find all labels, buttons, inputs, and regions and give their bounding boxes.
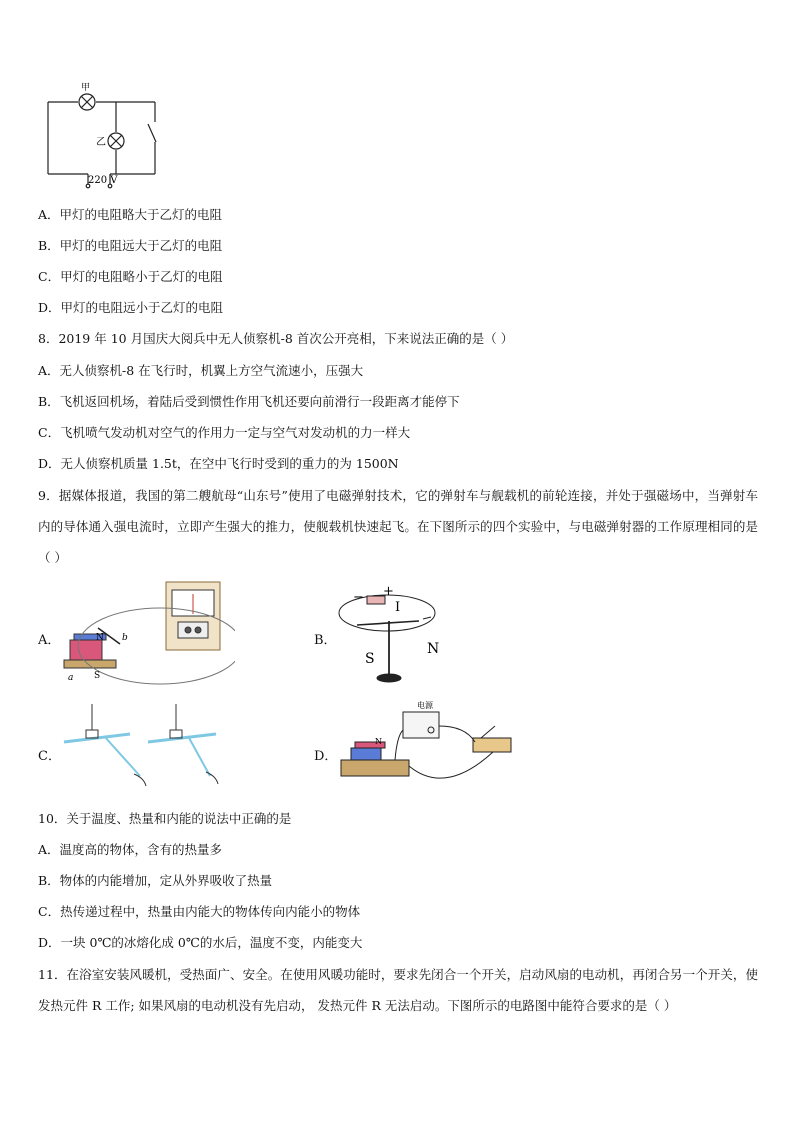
- fig-a-b: b: [122, 633, 128, 643]
- fig-b-minus: −: [353, 590, 364, 605]
- q9-figure-b: [335, 583, 455, 687]
- fig-a-south: S: [94, 671, 101, 681]
- q9-label-b: B．: [314, 633, 337, 648]
- q9-figure-a: [60, 578, 235, 688]
- q10-option-c: C．热传递过程中，热量由内能大的物体传向内能小的物体: [38, 904, 361, 919]
- q10-option-a: A．温度高的物体，含有的热量多: [38, 842, 223, 857]
- fig-b-current: I: [395, 600, 401, 615]
- q9-label-d: D．: [314, 749, 338, 764]
- q8-option-a: A．无人侦察机-8 在飞行时，机翼上方空气流速小，压强大: [38, 363, 364, 378]
- q10-option-b: B．物体的内能增加，定从外界吸收了热量: [38, 873, 273, 888]
- fig-b-north: N: [427, 641, 440, 657]
- q9-label-c: C．: [38, 749, 61, 764]
- lamp-jia-label: 甲: [81, 83, 91, 93]
- fig-d-power: 电源: [417, 701, 433, 710]
- fig-d-north: N: [375, 737, 382, 746]
- fig-b-plus: +: [383, 584, 394, 599]
- q11-stem: 11．在浴室安装风暖机，受热面广、安全。在使用风暖功能时，要求先闭合一个开关，启动风扇的电动机，再闭合另一个开关，使发热元件 R 工作; 如果风扇的电动机没有先启动， 发热元件 R 无法启动。下图所示的电路图中能符合要求的是（ ）: [38, 967, 758, 1013]
- q10-stem: 10．关于温度、热量和内能的说法中正确的是: [38, 811, 292, 826]
- fig-a-north: N: [96, 633, 104, 643]
- q8-option-b: B．飞机返回机场，着陆后受到惯性作用飞机还要向前滑行一段距离才能停下: [38, 394, 460, 409]
- q7-option-c: C．甲灯的电阻略小于乙灯的电阻: [38, 269, 223, 284]
- q8-option-d: D．无人侦察机质量 1.5t，在空中飞行时受到的重力的为 1500N: [38, 456, 399, 471]
- voltage-label: 220 V: [88, 175, 118, 186]
- q7-option-d: D．甲灯的电阻远小于乙灯的电阻: [38, 300, 224, 315]
- q7-option-a: A．甲灯的电阻略大于乙灯的电阻: [38, 207, 223, 222]
- q10-option-d: D．一块 0℃的冰熔化成 0℃的水后，温度不变，内能变大: [38, 935, 363, 950]
- q9-figure-c: [60, 700, 240, 790]
- fig-b-south: S: [365, 651, 375, 667]
- fig-a-a: a: [68, 673, 74, 683]
- q7-circuit-diagram: [40, 82, 170, 194]
- lamp-yi-label: 乙: [96, 137, 106, 148]
- q9-label-a: A．: [38, 633, 61, 648]
- q7-option-b: B．甲灯的电阻远大于乙灯的电阻: [38, 238, 223, 253]
- q8-stem: 8．2019 年 10 月国庆大阅兵中无人侦察机-8 首次公开亮相，下来说法正确的是（ ）: [38, 331, 514, 346]
- q9-figure-d: [335, 696, 515, 800]
- q9-stem: 9．据媒体报道，我国的第二艘航母“山东号”使用了电磁弹射技术，它的弹射车与舰载机的前轮连接，并处于强磁场中，当弹射车内的导体通入强电流时，立即产生强大的推力，使舰载机快速起飞。在下图所示的四个实验中，与电磁弹射器的工作原理相同的是（ ）: [38, 488, 758, 565]
- q8-option-c: C．飞机喷气发动机对空气的作用力一定与空气对发动机的力一样大: [38, 425, 411, 440]
